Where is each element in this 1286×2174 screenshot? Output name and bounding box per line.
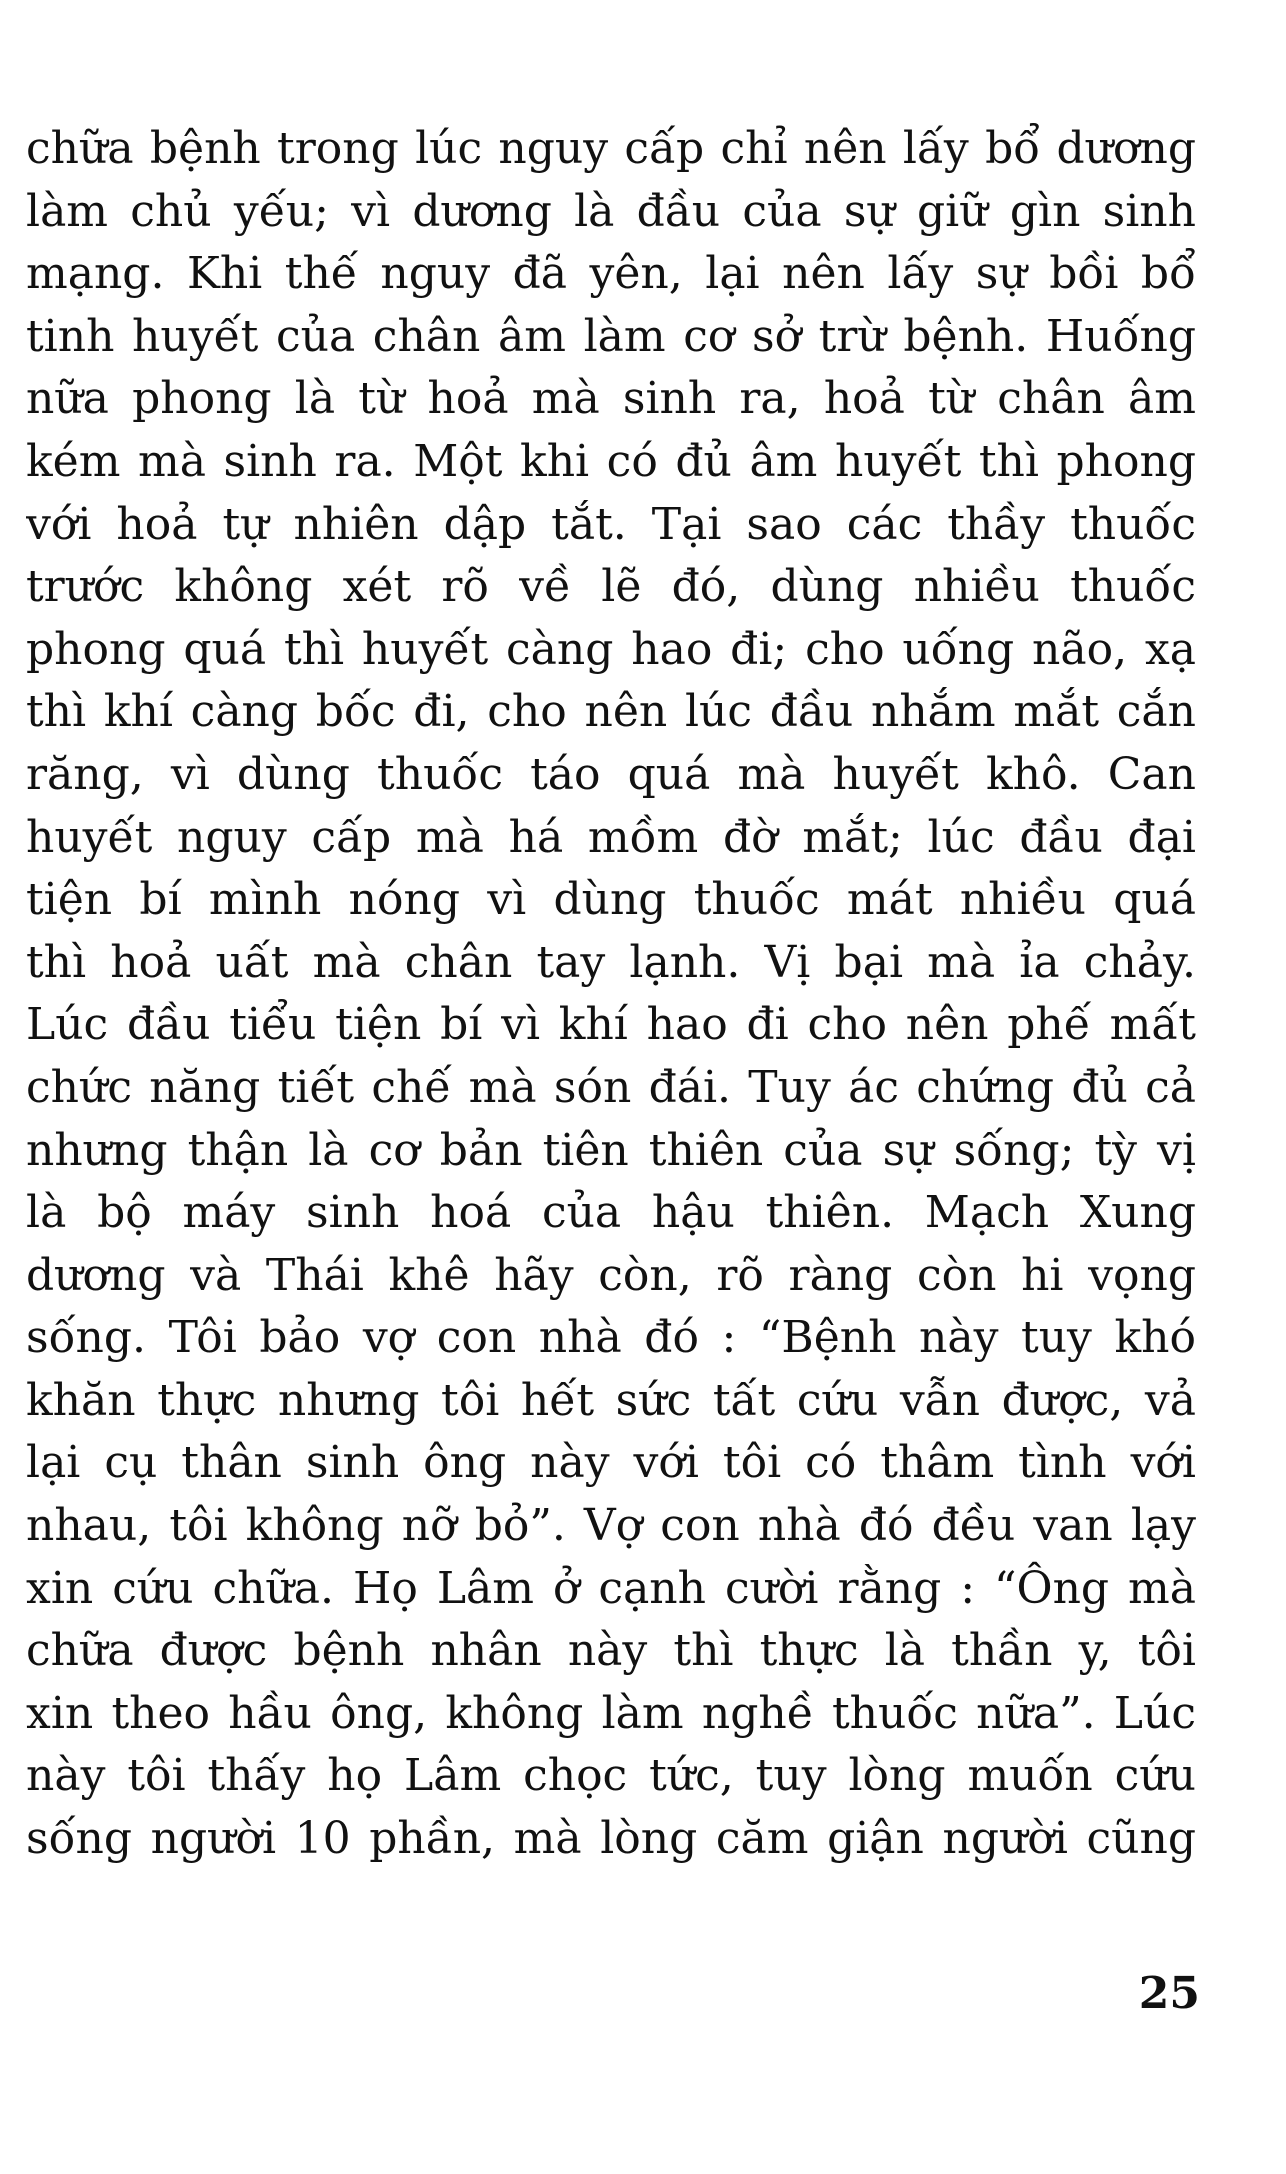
text-line: nhưng thận là cơ bản tiên thiên của sự sống; tỳ vị — [26, 1124, 1196, 1176]
text-line: thì khí càng bốc đi, cho nên lúc đầu nhắm mắt cắn — [26, 686, 1196, 738]
text-line: tiện bí mình nóng vì dùng thuốc mát nhiều quá — [26, 874, 1196, 926]
text-line: nhau, tôi không nỡ bỏ”. Vợ con nhà đó đều van lạy — [26, 1500, 1196, 1552]
text-line: răng, vì dùng thuốc táo quá mà huyết khô. Can — [26, 748, 1196, 800]
text-line: nữa phong là từ hoả mà sinh ra, hoả từ chân âm — [26, 373, 1196, 425]
page-number: 25 — [1138, 1968, 1200, 2019]
text-line: Lúc đầu tiểu tiện bí vì khí hao đi cho nên phế mất — [26, 999, 1196, 1051]
text-line: làm chủ yếu; vì dương là đầu của sự giữ gìn sinh — [26, 185, 1196, 237]
text-line: trước không xét rõ về lẽ đó, dùng nhiều thuốc — [26, 561, 1196, 613]
text-line: sống. Tôi bảo vợ con nhà đó : “Bệnh này tuy khó — [26, 1312, 1196, 1364]
text-line: với hoả tự nhiên dập tắt. Tại sao các thầy thuốc — [26, 498, 1196, 550]
body-text — [26, 118, 1196, 1871]
text-line: khăn thực nhưng tôi hết sức tất cứu vẫn được, vả — [26, 1374, 1196, 1426]
text-line: lại cụ thân sinh ông này với tôi có thâm tình với — [26, 1437, 1196, 1489]
text-line: thì hoả uất mà chân tay lạnh. Vị bại mà ỉa chảy. — [26, 936, 1196, 988]
text-line: này tôi thấy họ Lâm chọc tức, tuy lòng muốn cứu — [26, 1750, 1196, 1802]
text-line: xin theo hầu ông, không làm nghề thuốc nữa”. Lúc — [26, 1687, 1196, 1739]
text-line: huyết nguy cấp mà há mồm đờ mắt; lúc đầu đại — [26, 811, 1196, 863]
text-line: là bộ máy sinh hoá của hậu thiên. Mạch Xung — [26, 1187, 1196, 1239]
text-line: chữa được bệnh nhân này thì thực là thần y, tôi — [26, 1625, 1196, 1677]
text-line: sống người 10 phần, mà lòng căm giận người cũng — [26, 1813, 1196, 1865]
text-line: tinh huyết của chân âm làm cơ sở trừ bệnh. Huống — [26, 310, 1196, 362]
text-line: kém mà sinh ra. Một khi có đủ âm huyết thì phong — [26, 435, 1196, 487]
text-line: dương và Thái khê hãy còn, rõ ràng còn hi vọng — [26, 1249, 1196, 1301]
text-line: chức năng tiết chế mà són đái. Tuy ác chứng đủ cả — [26, 1061, 1196, 1113]
text-line: chữa bệnh trong lúc nguy cấp chỉ nên lấy bổ dương — [26, 123, 1196, 174]
text-line: phong quá thì huyết càng hao đi; cho uống não, xạ — [26, 623, 1196, 675]
text-line: mạng. Khi thế nguy đã yên, lại nên lấy sự bồi bổ — [26, 248, 1196, 300]
text-line: xin cứu chữa. Họ Lâm ở cạnh cười rằng : “Ông mà — [26, 1562, 1196, 1614]
